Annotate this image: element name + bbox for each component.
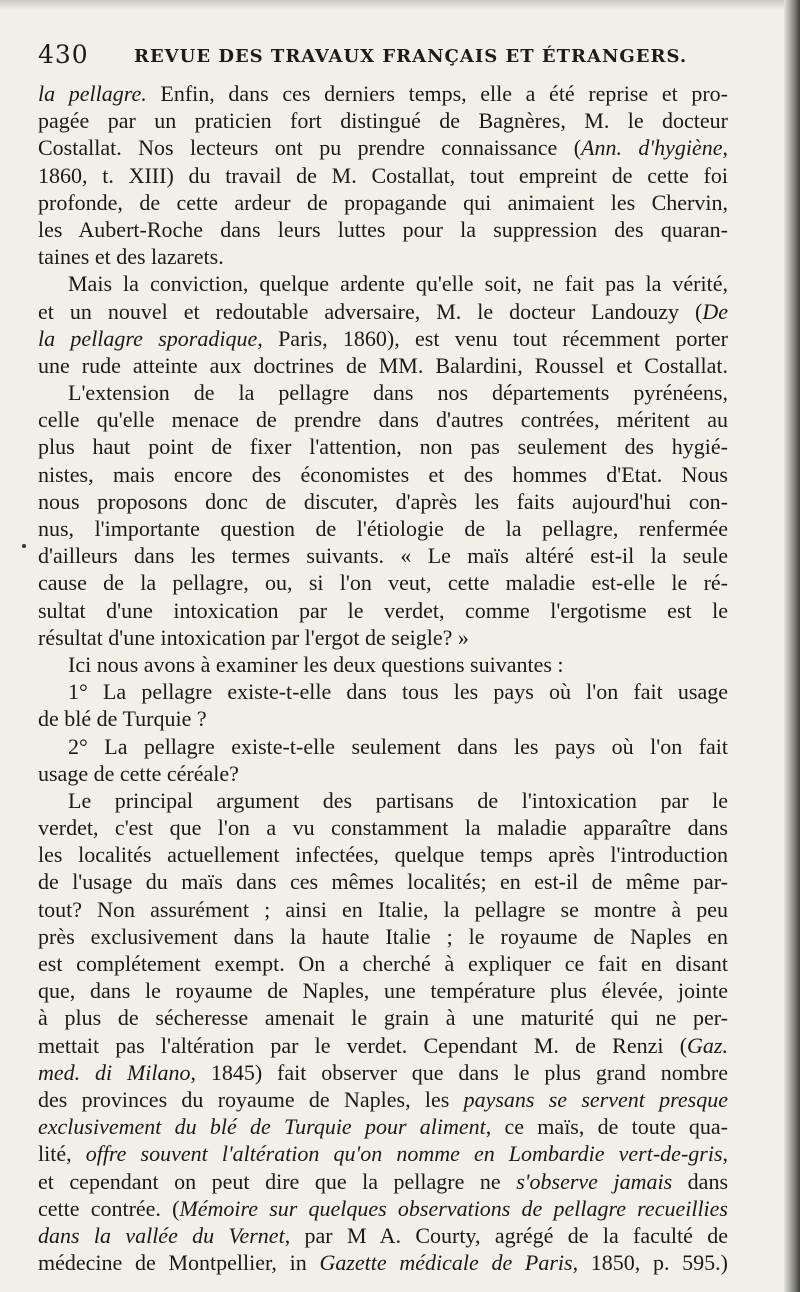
text-line: à plus de sécheresse amenait le grain à une maturité qui ne per- bbox=[38, 1005, 728, 1031]
paragraph-start: Ici nous avons à examiner les deux questions suivantes : bbox=[68, 651, 564, 677]
text-line: profonde, de cette ardeur de propagande qui animaient les Chervin, bbox=[38, 189, 728, 215]
text-line: cause de la pellagre, ou, si l'on veut, cette maladie est-elle le ré- bbox=[38, 570, 728, 596]
text-line: exclusivement du blé de Turquie pour aliment, ce maïs, de toute qua- bbox=[38, 1114, 728, 1140]
text-line: près exclusivement dans la haute Italie ; le royaume de Naples en bbox=[38, 923, 728, 949]
page-number: 430 bbox=[38, 40, 89, 69]
text-line: lité, offre souvent l'altération qu'on nomme en Lombardie vert-de-gris, bbox=[38, 1141, 728, 1167]
question-two: 2° La pellagre existe-t-elle seulement dans les pays où l'on fait bbox=[68, 733, 728, 759]
text-line: et un nouvel et redoutable adversaire, M. le docteur Landouzy (De bbox=[38, 298, 728, 324]
text-line: Costallat. Nos lecteurs ont pu prendre connaissance (Ann. d'hygiène, bbox=[38, 135, 728, 161]
page-top-shadow bbox=[0, 0, 800, 10]
text-line: des provinces du royaume de Naples, les paysans se servent presque bbox=[38, 1086, 728, 1112]
paragraph-start: Le principal argument des partisans de l'intoxication par le bbox=[68, 787, 728, 813]
text-line: la pellagre. Enfin, dans ces derniers temps, elle a été reprise et pro- bbox=[38, 81, 728, 106]
body-text bbox=[38, 80, 728, 1276]
page-edge-shadow bbox=[784, 0, 800, 1292]
text-line: nistes, mais encore des économistes et des hommes d'Etat. Nous bbox=[38, 461, 728, 487]
paragraph-start: L'extension de la pellagre dans nos départements pyrénéens, bbox=[68, 380, 728, 406]
text-line: sultat d'une intoxication par le verdet, comme l'ergotisme est le bbox=[38, 597, 728, 623]
text-line: est complétement exempt. On a cherché à expliquer ce fait en disant bbox=[38, 951, 728, 976]
text-line: nous proposons donc de discuter, d'après les faits aujourd'hui con- bbox=[38, 488, 728, 514]
text-line: usage de cette céréale? bbox=[38, 760, 239, 786]
text-line: celle qu'elle menace de prendre dans d'autres contrées, méritent au bbox=[38, 407, 728, 433]
footnote-line: cette contrée. (Mémoire sur quelques observations de pellagre recueillies bbox=[38, 1195, 728, 1221]
text-line: la pellagre sporadique, Paris, 1860), est venu tout récemment porter bbox=[38, 325, 728, 351]
text-line: et cependant on peut dire que la pellagre ne s'observe jamais dans bbox=[38, 1168, 729, 1194]
paragraph-start: Mais la conviction, quelque ardente qu'elle soit, ne fait pas la vérité, bbox=[68, 271, 728, 297]
question-one: 1° La pellagre existe-t-elle dans tous les pays où l'on fait usage bbox=[68, 679, 728, 705]
text-line: de l'usage du maïs dans ces mêmes localités; en est-il de même par- bbox=[38, 869, 728, 895]
text-line: de blé de Turquie ? bbox=[38, 706, 207, 732]
text-line: pagée par un praticien fort distingué de Bagnères, M. le docteur bbox=[38, 108, 728, 134]
text-line: tout? Non assurément ; ainsi en Italie, la pellagre se montre à peu bbox=[38, 896, 728, 922]
text-line: que, dans le royaume de Naples, une température plus élevée, jointe bbox=[38, 978, 728, 1004]
footnote-line: dans la vallée du Vernet, par M A. Courty, agrégé de la faculté de bbox=[38, 1222, 728, 1248]
text-line: verdet, c'est que l'on a vu constamment la maladie apparaître dans bbox=[38, 815, 728, 841]
text-line: résultat d'une intoxication par l'ergot de seigle? » bbox=[38, 624, 469, 650]
text-line: mettait pas l'altération par le verdet. Cependant M. de Renzi (Gaz. bbox=[38, 1032, 728, 1058]
text-line: taines et des lazarets. bbox=[38, 244, 224, 270]
text-line: d'ailleurs dans les termes suivants. « Le maïs altéré est-il la seule bbox=[38, 543, 728, 569]
text-line: les localités actuellement infectées, quelque temps après l'introduction bbox=[38, 842, 728, 868]
margin-mark bbox=[22, 544, 26, 548]
text-line: plus haut point de fixer l'attention, non pas seulement des hygié- bbox=[38, 434, 728, 460]
footnote-line: médecine de Montpellier, in Gazette médicale de Paris, 1850, p. 595.) bbox=[38, 1250, 728, 1276]
text-line: les Aubert-Roche dans leurs luttes pour la suppression des quaran- bbox=[38, 216, 728, 242]
text-line: med. di Milano, 1845) fait observer que dans le plus grand nombre bbox=[38, 1059, 728, 1085]
text-line: 1860, t. XIII) du travail de M. Costallat, tout empreint de cette foi bbox=[38, 162, 728, 188]
text-line: nus, l'importante question de l'étiologie de la pellagre, renfermée bbox=[38, 516, 728, 541]
text-line: une rude atteinte aux doctrines de MM. Balardini, Roussel et Costallat. bbox=[38, 352, 728, 378]
running-title: REVUE DES TRAVAUX FRANÇAIS ET ÉTRANGERS. bbox=[134, 46, 688, 67]
